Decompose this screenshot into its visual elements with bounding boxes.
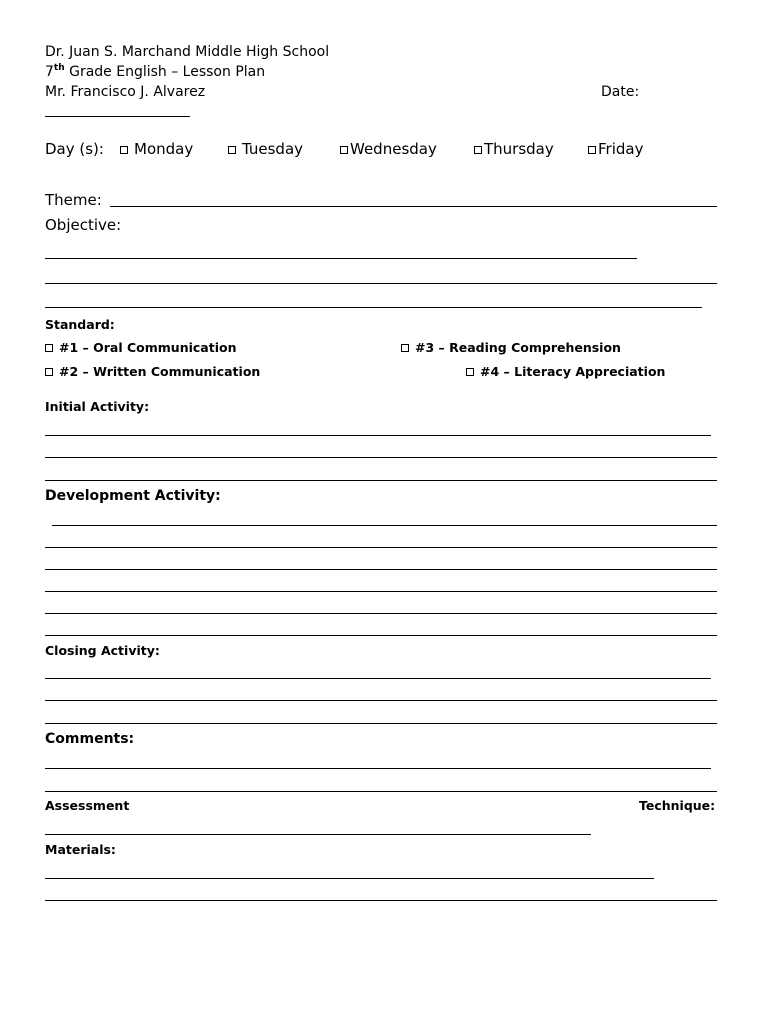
day-option-monday[interactable] [120, 140, 193, 158]
day-option-wednesday[interactable] [340, 140, 437, 158]
checkbox[interactable] [120, 146, 128, 154]
closing-activity-line[interactable] [45, 678, 711, 679]
initial-activity-line[interactable] [45, 480, 717, 481]
assessment-line[interactable] [45, 834, 591, 835]
days-label: Day (s): [45, 140, 104, 158]
day-option-tuesday[interactable] [228, 140, 303, 158]
assessment-label: Assessment [45, 798, 130, 813]
development-activity-label: Development Activity: [45, 488, 221, 504]
closing-activity-line[interactable] [45, 700, 717, 701]
materials-label: Materials: [45, 842, 116, 857]
standard-label: Standard: [45, 317, 115, 332]
checkbox[interactable] [45, 344, 53, 352]
development-activity-line[interactable] [45, 591, 717, 592]
development-activity-line[interactable] [45, 613, 717, 614]
checkbox[interactable] [588, 146, 596, 154]
day-option-friday[interactable] [588, 140, 643, 158]
objective-line[interactable] [45, 307, 702, 308]
standard-label-text: #2 – Written Communication [59, 364, 261, 379]
grade-suffix: th [53, 63, 65, 73]
standard-label-text: #1 – Oral Communication [59, 340, 237, 355]
checkbox[interactable] [228, 146, 236, 154]
development-activity-line[interactable] [45, 635, 717, 636]
standard-option-2[interactable] [45, 364, 260, 380]
school-name: Dr. Juan S. Marchand Middle High School [45, 44, 330, 60]
initial-activity-line[interactable] [45, 457, 717, 458]
checkbox[interactable] [474, 146, 482, 154]
checkbox[interactable] [45, 368, 53, 376]
development-activity-line[interactable] [45, 569, 717, 570]
materials-line[interactable] [45, 900, 717, 901]
development-activity-line[interactable] [45, 547, 717, 548]
theme-line[interactable] [110, 206, 717, 207]
course-name: Grade English – Lesson Plan [69, 64, 266, 80]
standard-option-1[interactable] [45, 340, 236, 356]
day-label: Tuesday [242, 140, 304, 158]
checkbox[interactable] [466, 368, 474, 376]
date-blank-line[interactable] [45, 116, 190, 117]
standard-label-text: #3 – Reading Comprehension [415, 340, 621, 355]
comments-line[interactable] [45, 768, 711, 769]
objective-label: Objective: [45, 216, 122, 234]
development-activity-line[interactable] [52, 525, 717, 526]
standard-option-3[interactable] [401, 340, 621, 356]
comments-line[interactable] [45, 791, 717, 792]
day-option-thursday[interactable] [474, 140, 554, 158]
day-label: Wednesday [350, 140, 437, 158]
date-label: Date: [601, 84, 640, 100]
initial-activity-label: Initial Activity: [45, 399, 150, 414]
day-label: Thursday [484, 140, 554, 158]
checkbox[interactable] [340, 146, 348, 154]
teacher-name: Mr. Francisco J. Alvarez [45, 84, 206, 100]
day-label: Friday [598, 140, 644, 158]
comments-label: Comments: [45, 731, 135, 747]
materials-line[interactable] [45, 878, 654, 879]
standard-option-4[interactable] [466, 364, 665, 380]
theme-label: Theme: [45, 191, 102, 209]
closing-activity-label: Closing Activity: [45, 643, 160, 658]
closing-activity-line[interactable] [45, 723, 717, 724]
grade-number: 7 [45, 64, 54, 80]
technique-label: Technique: [639, 798, 716, 813]
day-label: Monday [134, 140, 194, 158]
objective-line[interactable] [45, 258, 637, 259]
course-title [45, 63, 265, 81]
standard-label-text: #4 – Literacy Appreciation [480, 364, 666, 379]
checkbox[interactable] [401, 344, 409, 352]
objective-line[interactable] [45, 283, 717, 284]
initial-activity-line[interactable] [45, 435, 711, 436]
